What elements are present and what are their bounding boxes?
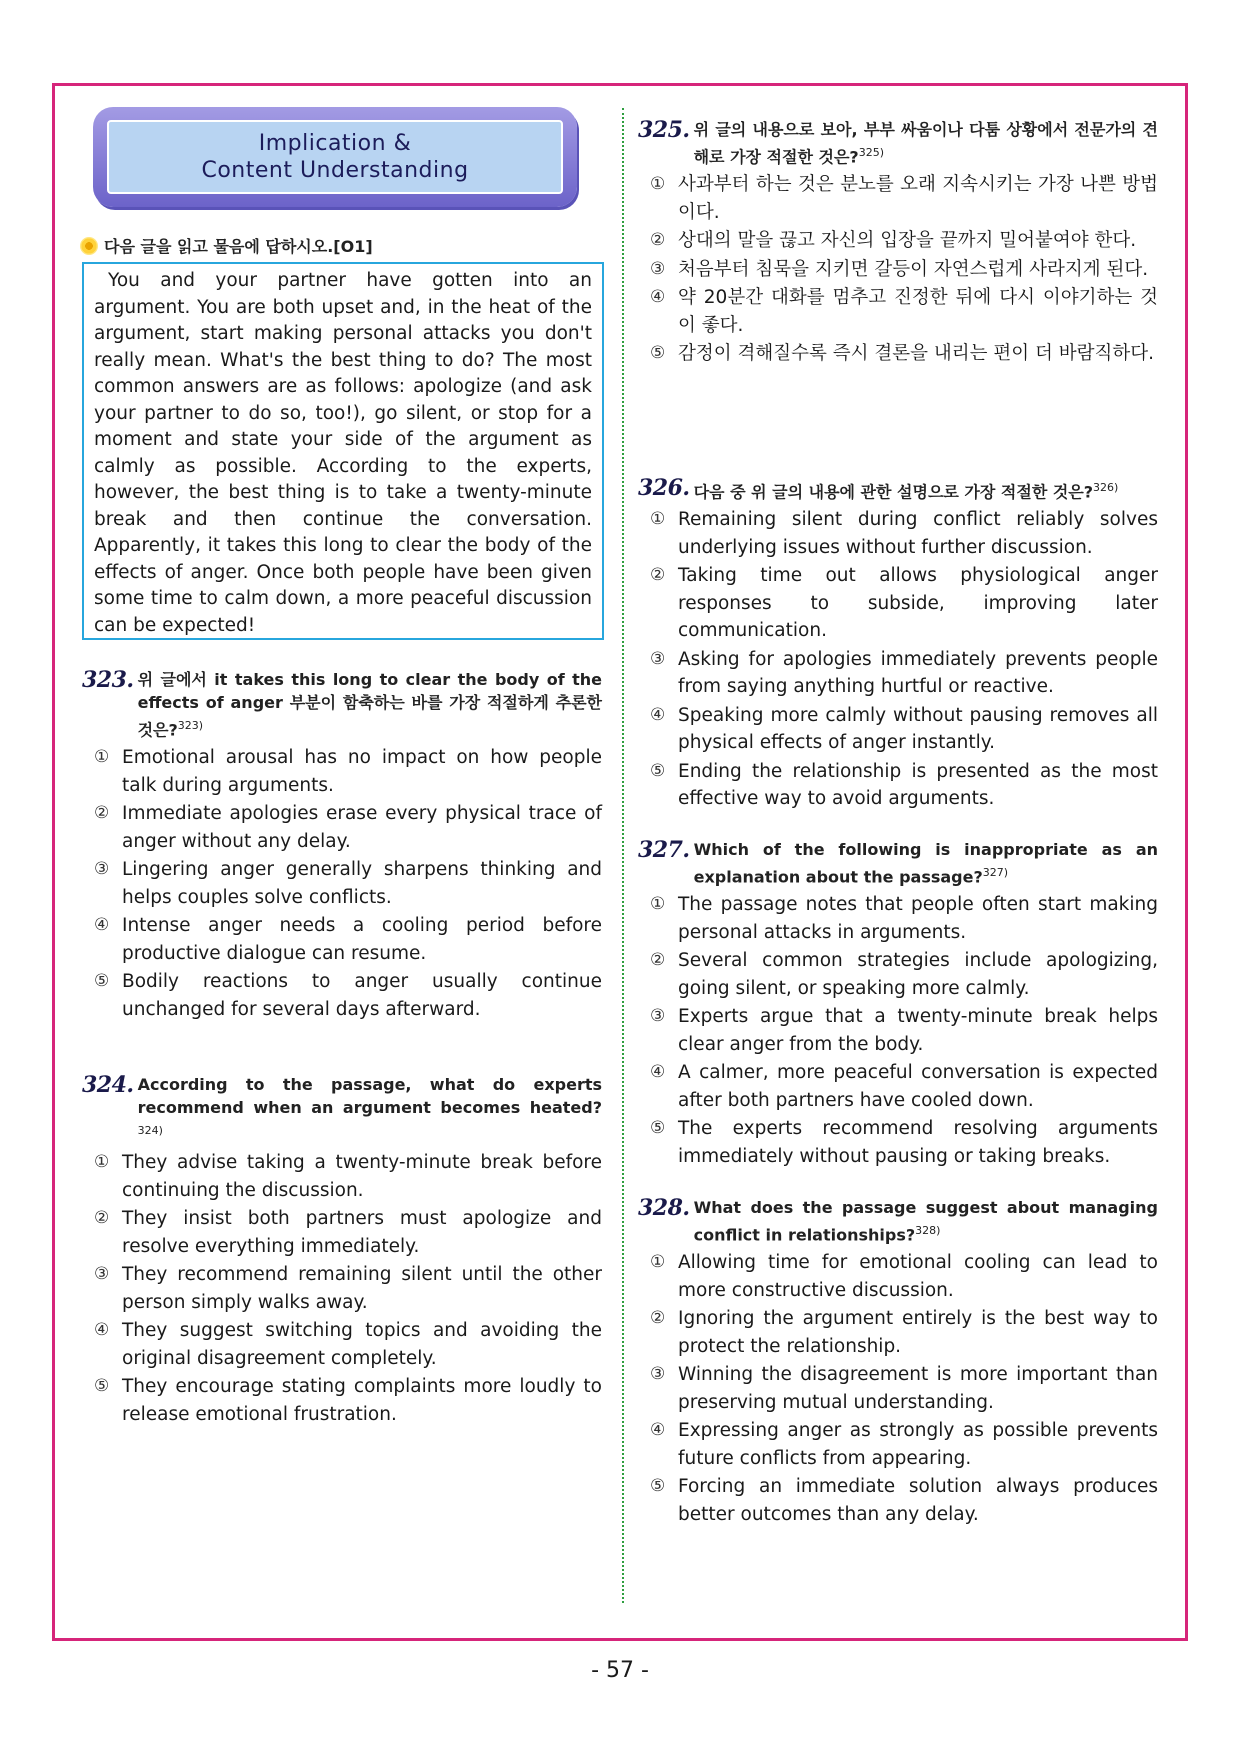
answer-option[interactable] [94, 800, 602, 855]
option-text: Remaining silent during conflict reliably solves underlying issues without further discussion. [678, 509, 1158, 558]
section-title [107, 120, 563, 194]
option-text: Lingering anger generally sharpens thinking and helps couples solve conflicts. [122, 859, 602, 908]
answer-option[interactable] [650, 1361, 1158, 1416]
option-marker: ④ [650, 287, 666, 308]
question-prompt [694, 476, 1119, 503]
answer-option[interactable] [650, 758, 1158, 813]
option-text: 약 20분간 대화를 멈추고 진정한 뒤에 다시 이야기하는 것이 좋다. [678, 287, 1158, 336]
section-title-line1: Implication & [258, 131, 412, 156]
option-marker: ① [94, 1152, 110, 1173]
option-text: They encourage stating complaints more loudly to release emotional frustration. [122, 1376, 602, 1425]
option-text: The passage notes that people often start making personal attacks in arguments. [678, 894, 1158, 943]
option-text: A calmer, more peaceful conversation is expected after both partners have cooled down. [678, 1062, 1158, 1111]
question-header [82, 1073, 602, 1146]
option-text: Expressing anger as strongly as possible prevents future conflicts from appearing. [678, 1420, 1158, 1469]
question-324 [82, 1073, 602, 1429]
option-text: They recommend remaining silent until the other person simply walks away. [122, 1264, 602, 1313]
option-marker: ⑤ [650, 760, 666, 781]
option-text: 감정이 격해질수록 즉시 결론을 내리는 편이 더 바람직하다. [678, 343, 1154, 365]
question-number: 328. [638, 1195, 690, 1221]
option-text: Winning the disagreement is more important than preserving mutual understanding. [678, 1364, 1158, 1413]
answer-option[interactable] [650, 284, 1158, 339]
option-marker: ③ [650, 648, 666, 669]
answer-option[interactable] [650, 1473, 1158, 1528]
footnote-ref: 326) [1093, 481, 1119, 494]
option-text: 상대의 말을 끊고 자신의 입장을 끝까지 밀어붙여야 한다. [678, 230, 1137, 252]
question-prompt-text: Which of the following is inappropriate as an explanation about the passage? [693, 840, 1158, 887]
instruction-text: 다음 글을 읽고 물음에 답하시오.[O1] [104, 237, 373, 256]
option-marker: ③ [650, 1006, 666, 1027]
option-text: Allowing time for emotional cooling can lead to more constructive discussion. [678, 1252, 1158, 1301]
option-text: They advise taking a twenty-minute break before continuing the discussion. [122, 1152, 602, 1201]
answer-option[interactable] [650, 1059, 1158, 1114]
option-marker: ① [650, 1252, 666, 1273]
question-header [638, 838, 1158, 888]
answer-option[interactable] [650, 1417, 1158, 1472]
question-prompt-text: What does the passage suggest about managing conflict in relationships? [693, 1198, 1158, 1245]
option-marker: ③ [94, 1264, 110, 1285]
footnote-ref: 324) [137, 1124, 163, 1137]
answer-option[interactable] [650, 891, 1158, 946]
question-prompt [694, 838, 1158, 888]
answer-option[interactable] [650, 340, 1158, 368]
option-text: 처음부터 침묵을 지키면 갈등이 자연스럽게 사라지게 된다. [678, 258, 1149, 280]
option-marker: ⑤ [94, 971, 110, 992]
flower-icon [80, 237, 98, 255]
option-text: Emotional arousal has no impact on how people talk during arguments. [122, 747, 602, 796]
answer-option[interactable] [650, 562, 1158, 645]
question-number: 327. [638, 837, 690, 863]
answer-option[interactable] [650, 646, 1158, 701]
answer-option[interactable] [94, 744, 602, 799]
option-marker: ④ [650, 1420, 666, 1441]
option-marker: ③ [650, 258, 666, 279]
option-text: Forcing an immediate solution always produces better outcomes than any delay. [678, 1476, 1158, 1525]
answer-option[interactable] [650, 1003, 1158, 1058]
question-prompt [138, 668, 602, 741]
question-prompt [694, 118, 1158, 168]
answer-option[interactable] [650, 256, 1158, 284]
question-number: 324. [82, 1072, 134, 1098]
question-prompt-text: 위 글에서 it takes this long to clear the body of the effects of anger 부분이 함축하는 바를 가장 적절하게 추론한 것은? [137, 670, 602, 740]
answer-option[interactable] [94, 856, 602, 911]
option-text: Ending the relationship is presented as the most effective way to avoid arguments. [678, 760, 1158, 810]
page-number: - 57 - [591, 1658, 649, 1683]
question-header [638, 118, 1158, 168]
question-328 [638, 1196, 1158, 1529]
footnote-ref: 323) [177, 719, 204, 732]
option-text: Intense anger needs a cooling period before productive dialogue can resume. [122, 915, 602, 964]
answer-option[interactable] [650, 1305, 1158, 1360]
option-marker: ③ [94, 859, 110, 880]
footnote-ref: 328) [915, 1224, 941, 1237]
footnote-ref: 325) [858, 146, 884, 159]
option-text: 사과부터 하는 것은 분노를 오래 지속시키는 가장 나쁜 방법이다. [678, 174, 1158, 223]
question-325 [638, 118, 1158, 369]
option-marker: ④ [650, 1062, 666, 1083]
option-marker: ② [650, 565, 666, 586]
option-text: Ignoring the argument entirely is the best way to protect the relationship. [678, 1308, 1158, 1357]
option-text: Taking time out allows physiological anger responses to subside, improving later communication. [678, 565, 1158, 642]
answer-option[interactable] [650, 1249, 1158, 1304]
option-marker: ⑤ [650, 1118, 666, 1139]
footnote-ref: 327) [982, 866, 1009, 879]
question-header [638, 476, 1158, 503]
option-marker: ① [650, 174, 666, 195]
answer-option[interactable] [94, 1317, 602, 1372]
instruction [80, 234, 373, 257]
option-marker: ⑤ [650, 343, 666, 364]
answer-option[interactable] [650, 227, 1158, 255]
question-326 [638, 476, 1158, 814]
option-text: Bodily reactions to anger usually continue unchanged for several days afterward. [122, 971, 602, 1020]
option-marker: ④ [94, 915, 110, 936]
answer-option[interactable] [94, 1373, 602, 1428]
reading-passage: You and your partner have gotten into an argument. You are both upset and, in the heat of the argument, start making personal attacks you don't really mean. What's the best thing to do? The most common answers are as follows: apologize (and ask your partner to do so, too!), go silent, or stop for a moment and state your side of the argument as calmly as possible. According to the experts, however, the best thing is to take a twenty-minute break and then continue the conversation. Apparently, it takes this long to clear the body of the effects of anger. Once both people have been given some time to calm down, a more peaceful discussion can be expected! [82, 262, 604, 640]
option-marker: ① [94, 747, 110, 768]
question-prompt-text: 위 글의 내용으로 보아, 부부 싸움이나 다툼 상황에서 전문가의 견해로 가장 적절한 것은? [693, 120, 1158, 167]
question-prompt [694, 1196, 1158, 1246]
answer-option[interactable] [650, 947, 1158, 1002]
question-prompt-text: According to the passage, what do experts recommend when an argument becomes heated? [137, 1075, 602, 1117]
answer-option[interactable] [650, 1115, 1158, 1170]
question-header [82, 668, 602, 741]
answer-option[interactable] [650, 171, 1158, 226]
question-323 [82, 668, 602, 1024]
answer-option[interactable] [94, 1205, 602, 1260]
option-marker: ④ [650, 704, 666, 725]
question-prompt-text: 다음 중 위 글의 내용에 관한 설명으로 가장 적절한 것은? [693, 482, 1094, 502]
question-prompt [138, 1073, 602, 1146]
answer-option[interactable] [650, 506, 1158, 561]
option-marker: ⑤ [650, 1476, 666, 1497]
answer-option[interactable] [94, 912, 602, 967]
option-marker: ② [650, 1308, 666, 1329]
question-number: 323. [82, 667, 134, 693]
question-header [638, 1196, 1158, 1246]
option-marker: ③ [650, 1364, 666, 1385]
option-text: Speaking more calmly without pausing removes all physical effects of anger instantly. [678, 704, 1158, 754]
column-divider [622, 108, 624, 1603]
option-marker: ⑤ [94, 1376, 110, 1397]
option-text: They insist both partners must apologize and resolve everything immediately. [122, 1208, 602, 1257]
answer-option[interactable] [94, 968, 602, 1023]
option-marker: ④ [94, 1320, 110, 1341]
option-text: Several common strategies include apologizing, going silent, or speaking more calmly. [678, 950, 1158, 999]
option-marker: ② [650, 230, 666, 251]
section-title-badge [93, 107, 577, 207]
option-text: Asking for apologies immediately prevents people from saying anything hurtful or reactive. [678, 648, 1158, 698]
question-327 [638, 838, 1158, 1171]
section-title-line2: Content Understanding [201, 158, 469, 183]
question-number: 325. [638, 117, 690, 143]
answer-option[interactable] [94, 1261, 602, 1316]
option-marker: ② [94, 803, 110, 824]
option-marker: ② [650, 950, 666, 971]
answer-option[interactable] [94, 1149, 602, 1204]
option-text: Immediate apologies erase every physical trace of anger without any delay. [122, 803, 602, 852]
option-text: Experts argue that a twenty-minute break helps clear anger from the body. [678, 1006, 1158, 1055]
option-marker: ② [94, 1208, 110, 1229]
option-marker: ① [650, 894, 666, 915]
option-text: The experts recommend resolving arguments immediately without pausing or taking breaks. [678, 1118, 1158, 1167]
option-marker: ① [650, 509, 666, 530]
question-number: 326. [638, 475, 690, 501]
answer-option[interactable] [650, 702, 1158, 757]
option-text: They suggest switching topics and avoiding the original disagreement completely. [122, 1320, 602, 1369]
